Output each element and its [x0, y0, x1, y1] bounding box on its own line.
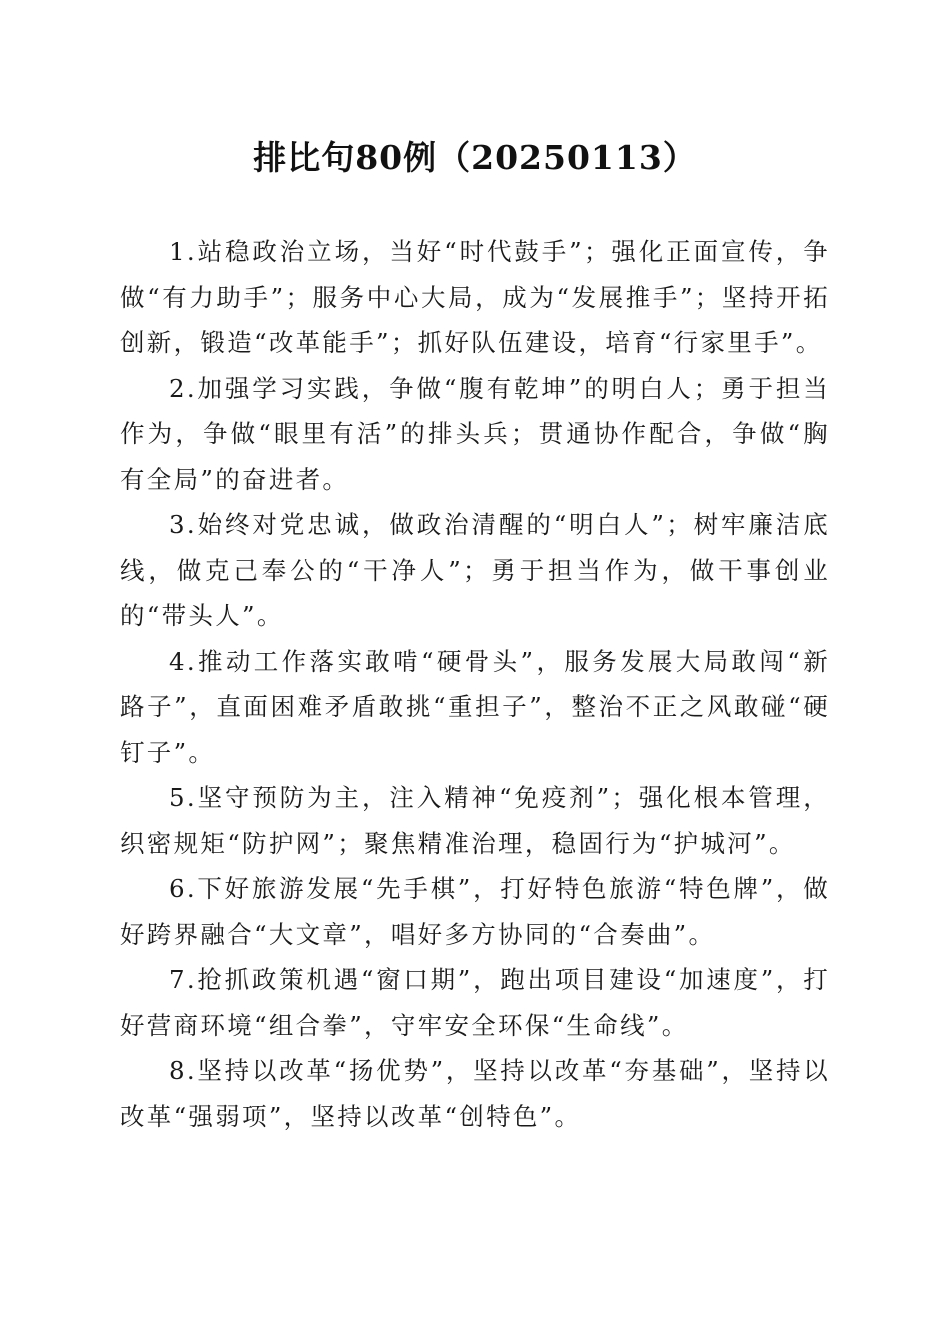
paragraph-8: 8.坚持以改革“扬优势”，坚持以改革“夯基础”，坚持以改革“强弱项”，坚持以改革“创特色”。: [120, 1056, 830, 1131]
paragraph-6: 6.下好旅游发展“先手棋”，打好特色旅游“特色牌”，做好跨界融合“大文章”，唱好多方协同的“合奏曲”。: [120, 874, 830, 949]
paragraph-5: 5.坚守预防为主，注入精神“免疫剂”；强化根本管理，织密规矩“防护网”；聚焦精准治理，稳固行为“护城河”。: [120, 783, 830, 858]
paragraph-4: 4.推动工作落实敢啃“硬骨头”，服务发展大局敢闯“新路子”，直面困难矛盾敢挑“重担子”，整治不正之风敢碰“硬钉子”。: [120, 646, 830, 767]
paragraph-2: 2.加强学习实践，争做“腹有乾坤”的明白人；勇于担当作为，争做“眼里有活”的排头兵；贯通协作配合，争做“胸有全局”的奋进者。: [120, 373, 830, 494]
paragraph-3: 3.始终对党忠诚，做政治清醒的“明白人”；树牢廉洁底线，做克己奉公的“干净人”；勇于担当作为，做干事创业的“带头人”。: [120, 510, 830, 630]
paragraph-1: 1.站稳政治立场，当好“时代鼓手”；强化正面宣传，争做“有力助手”；服务中心大局，成为“发展推手”；坚持开拓创新，锻造“改革能手”；抓好队伍建设，培育“行家里手”。: [120, 237, 830, 357]
document-body: [120, 229, 830, 1139]
document-title: 排比句80例（20250113）: [253, 138, 697, 177]
paragraph-7: 7.抢抓政策机遇“窗口期”，跑出项目建设“加速度”，打好营商环境“组合拳”，守牢安全环保“生命线”。: [120, 965, 830, 1040]
